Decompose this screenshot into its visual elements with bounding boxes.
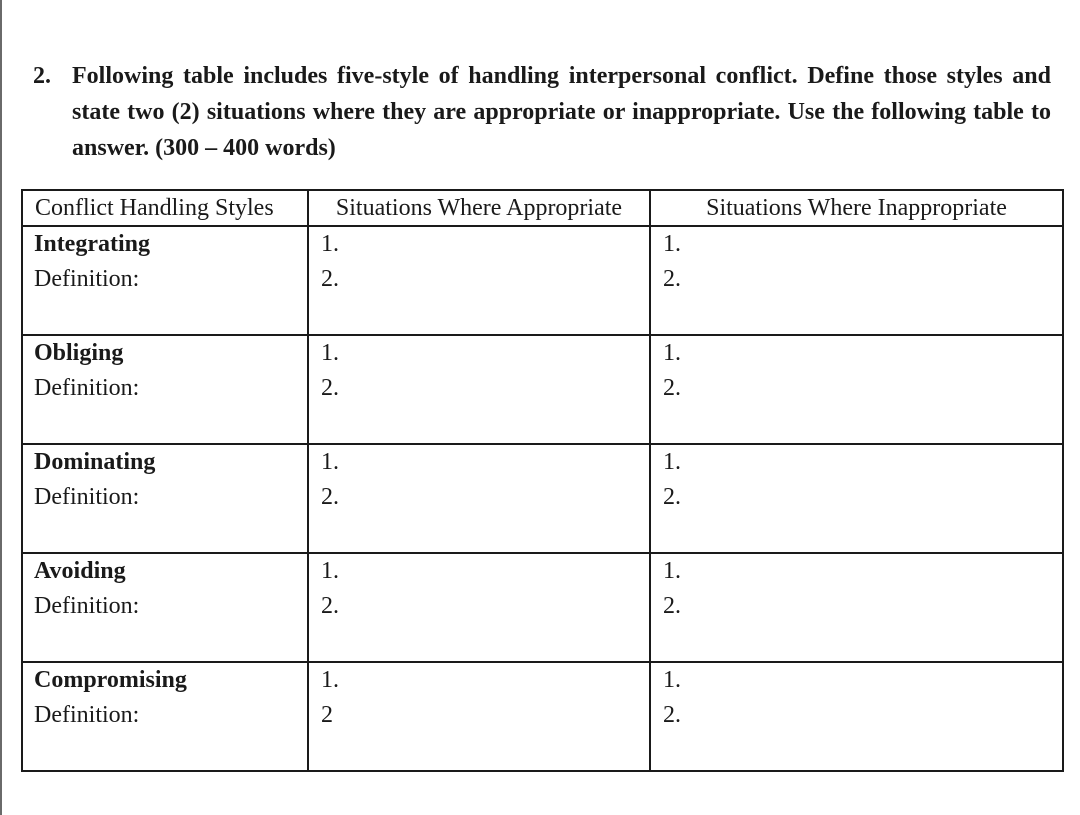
- definition-label: Definition:: [34, 266, 140, 292]
- inappropriate-item-1: 1.: [663, 449, 681, 475]
- style-name: Dominating: [34, 449, 156, 475]
- inappropriate-cell[interactable]: [650, 444, 1063, 553]
- style-cell[interactable]: [22, 335, 308, 444]
- question-text: Following table includes five-style of handling interpersonal conflict. Define those styles and state two (2) situations where they are appropriate or inappropriate. Use the following table to answer. (300 – 400 words): [72, 63, 1051, 161]
- style-cell[interactable]: [22, 444, 308, 553]
- appropriate-cell[interactable]: [308, 444, 650, 553]
- question-block: [33, 58, 1051, 166]
- table-row-compromising: [22, 662, 1063, 771]
- table-row-obliging: [22, 335, 1063, 444]
- appropriate-item-1: 1.: [321, 231, 339, 257]
- definition-label: Definition:: [34, 484, 140, 510]
- table-row-dominating: [22, 444, 1063, 553]
- inappropriate-cell[interactable]: [650, 553, 1063, 662]
- header-conflict-handling-styles: Conflict Handling Styles: [22, 190, 308, 226]
- inappropriate-item-1: 1.: [663, 231, 681, 257]
- appropriate-item-2: 2: [321, 702, 333, 728]
- inappropriate-item-1: 1.: [663, 667, 681, 693]
- appropriate-item-2: 2.: [321, 266, 339, 292]
- appropriate-cell[interactable]: [308, 226, 650, 335]
- inappropriate-item-2: 2.: [663, 593, 681, 619]
- header-situations-appropriate: Situations Where Appropriate: [308, 190, 650, 226]
- page-left-border: [0, 0, 2, 815]
- appropriate-item-2: 2.: [321, 484, 339, 510]
- definition-label: Definition:: [34, 593, 140, 619]
- inappropriate-item-1: 1.: [663, 558, 681, 584]
- inappropriate-item-2: 2.: [663, 375, 681, 401]
- appropriate-item-2: 2.: [321, 593, 339, 619]
- inappropriate-cell[interactable]: [650, 226, 1063, 335]
- definition-label: Definition:: [34, 702, 140, 728]
- style-cell[interactable]: [22, 553, 308, 662]
- style-name: Obliging: [34, 340, 124, 366]
- appropriate-cell[interactable]: [308, 553, 650, 662]
- inappropriate-item-1: 1.: [663, 340, 681, 366]
- table-row-integrating: [22, 226, 1063, 335]
- question-number: 2.: [33, 63, 51, 89]
- header-situations-inappropriate: Situations Where Inappropriate: [650, 190, 1063, 226]
- appropriate-item-1: 1.: [321, 558, 339, 584]
- appropriate-cell[interactable]: [308, 335, 650, 444]
- definition-label: Definition:: [34, 375, 140, 401]
- inappropriate-item-2: 2.: [663, 266, 681, 292]
- table-row-avoiding: [22, 553, 1063, 662]
- appropriate-item-2: 2.: [321, 375, 339, 401]
- inappropriate-item-2: 2.: [663, 484, 681, 510]
- inappropriate-cell[interactable]: [650, 335, 1063, 444]
- appropriate-cell[interactable]: [308, 662, 650, 771]
- style-name: Avoiding: [34, 558, 126, 584]
- appropriate-item-1: 1.: [321, 667, 339, 693]
- style-name: Compromising: [34, 667, 187, 693]
- conflict-styles-table: [21, 189, 1064, 772]
- appropriate-item-1: 1.: [321, 340, 339, 366]
- table-header-row: [22, 190, 1063, 226]
- style-cell[interactable]: [22, 662, 308, 771]
- inappropriate-item-2: 2.: [663, 702, 681, 728]
- style-name: Integrating: [34, 231, 150, 257]
- style-cell[interactable]: [22, 226, 308, 335]
- appropriate-item-1: 1.: [321, 449, 339, 475]
- inappropriate-cell[interactable]: [650, 662, 1063, 771]
